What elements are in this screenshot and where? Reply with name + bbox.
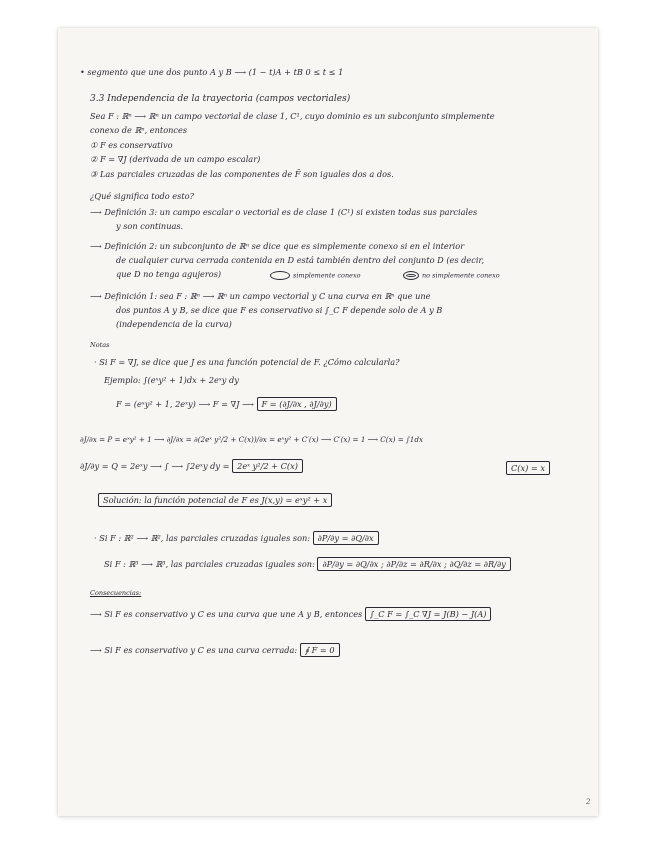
r2-cross-partials: · Si F : ℝ² ⟶ ℝ², las parciales cruzadas iguales son: ∂P/∂y = ∂Q/∂x: [94, 534, 379, 543]
section-title: 3.3 Independencia de la trayectoria (campos vectoriales): [90, 94, 351, 104]
consequence-2: ⟶ Si F es conservativo y C es una curva cerrada: ∮ F = 0: [90, 646, 340, 655]
solution-box: Solución: la función potencial de F es J(x,y) = eˣy² + x: [98, 493, 332, 507]
integration-result-box: 2eˣ y²/2 + C(x): [232, 459, 303, 473]
segment-line: • segmento que une dos punto A y B ⟶ (1 − t)A + tB 0 ≤ t ≤ 1: [80, 67, 344, 77]
potential-function-note: · Si F = ∇J, se dice que J es una función potencial de F. ¿Cómo calcularla?: [94, 357, 400, 367]
theorem-line-2: conexo de ℝⁿ, entonces: [90, 125, 188, 135]
non-simply-connected-sketch-label: no simplemente conexo: [403, 271, 500, 280]
consequences-heading: Consecuencias:: [90, 589, 142, 597]
field-definition: F = (eˣy² + 1, 2eˣy) ⟶ F = ∇J ⟶ F = (∂J/∂x , ∂J/∂y): [116, 400, 337, 409]
example-line: Ejemplo: ∫(eˣy² + 1)dx + 2eˣy dy: [104, 375, 239, 385]
constant-result: [506, 464, 550, 473]
gradient-box: F = (∂J/∂x , ∂J/∂y): [257, 397, 337, 411]
definition-2-line-3: que D no tenga agujeros): [116, 269, 222, 279]
theorem-line-1: Sea F : ℝⁿ ⟶ ℝⁿ un campo vectorial de clase 1, C¹, cuyo dominio es un subconjunto simplemente: [90, 111, 495, 121]
condition-2: ② F = ∇J (derivada de un campo escalar): [90, 154, 261, 164]
r3-cross-partials-box: ∂P/∂y = ∂Q/∂x ; ∂P/∂z = ∂R/∂x ; ∂Q/∂z = ∂R/∂y: [317, 557, 510, 571]
notebook-page: [58, 28, 598, 816]
page-number: 2: [586, 798, 591, 806]
blob-icon: [270, 271, 290, 280]
definition-1-line-2: dos puntos A y B, se dice que F es conservativo si ∫_C F depende solo de A y B: [116, 305, 443, 315]
r3-cross-partials: Si F : ℝ³ ⟶ ℝ³, las parciales cruzadas iguales son: ∂P/∂y = ∂Q/∂x ; ∂P/∂z = ∂R/∂x ; ∂Q/∂z = ∂R/∂y: [104, 560, 511, 569]
consequence-2-box: ∮ F = 0: [300, 643, 340, 657]
definition-1-line-1: ⟶ Definición 1: sea F : ℝⁿ ⟶ ℝⁿ un campo vectorial y C una curva en ℝⁿ que une: [90, 291, 431, 301]
definition-2-line-1: ⟶ Definición 2: un subconjunto de ℝⁿ se dice que es simplemente conexo si en el interior: [90, 241, 465, 251]
partial-x-derivation: ∂J/∂x = P = eˣy² + 1 ⟶ ∂J/∂x = ∂(2eˣ y²/2 + C(x))/∂x = eˣy² + C′(x) ⟶ C′(x) = 1 ⟶ C(x) = ∫1dx: [80, 435, 423, 444]
ring-icon: [403, 271, 419, 280]
simply-connected-sketch-label: simplemente conexo: [270, 271, 361, 280]
condition-1: ① F es conservativo: [90, 140, 173, 150]
condition-3: ③ Las parciales cruzadas de las componentes de F̄ son iguales dos a dos.: [90, 169, 394, 179]
partial-y-integration: ∂J/∂y = Q = 2eˣy ⟶ ∫ ⟶ ∫2eˣy dy = 2eˣ y²/2 + C(x): [80, 462, 303, 471]
question-heading: ¿Qué significa todo esto?: [90, 191, 194, 201]
definition-3-line-2: y son continuas.: [116, 221, 184, 231]
definition-1-line-3: (independencia de la curva): [116, 319, 232, 329]
definition-2-line-2: de cualquier curva cerrada contenida en D está también dentro del conjunto D (es decir,: [116, 255, 485, 265]
definition-3-line-1: ⟶ Definición 3: un campo escalar o vectorial es de clase 1 (C¹) si existen todas sus parciales: [90, 207, 478, 217]
notes-heading: Notas: [90, 341, 110, 349]
constant-result-box: C(x) = x: [506, 461, 550, 475]
consequence-1: ⟶ Si F es conservativo y C es una curva que une A y B, entonces ∫_C F = ∫_C ∇J = J(B) − J(A): [90, 610, 491, 619]
consequence-1-box: ∫_C F = ∫_C ∇J = J(B) − J(A): [365, 607, 492, 621]
solution-line: [98, 496, 332, 505]
r2-cross-partials-box: ∂P/∂y = ∂Q/∂x: [313, 531, 379, 545]
